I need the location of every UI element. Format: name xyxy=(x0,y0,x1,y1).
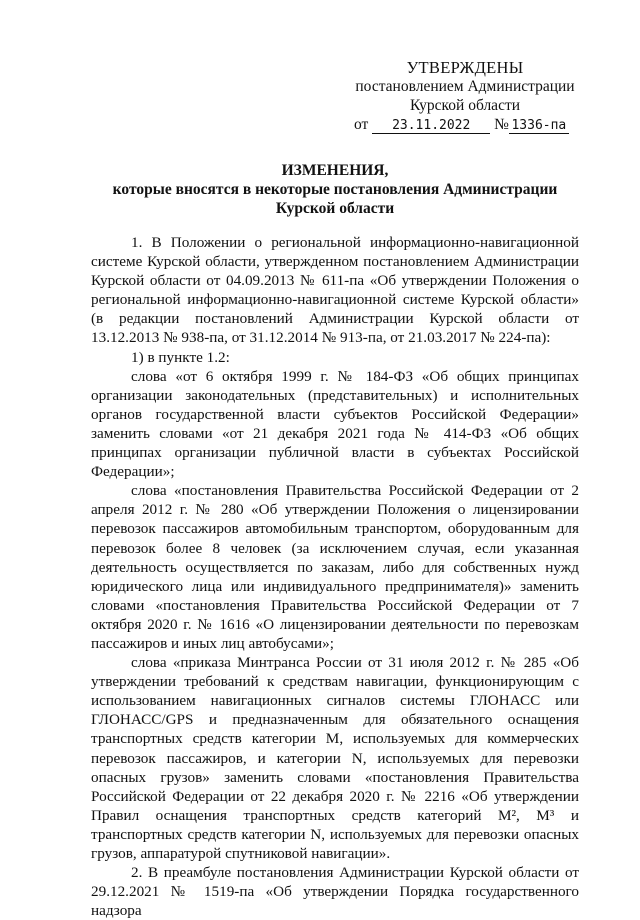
document-heading xyxy=(90,161,580,218)
paragraph-item-1: 1. В Положении о региональной информационно-навигационной системе Курской области, утвержденном постановлением Администрации Курской области от 04.09.2013 № 611-па «Об утверждении Положения о региональной информационно-навигационной системе Курской области» (в редакции постановлений Администрации Курской области от 13.12.2013 № 938-па, от 31.12.2014 № 913-па, от 21.03.2017 № 224-па): xyxy=(91,234,579,347)
paragraph-item-2: 2. В преамбуле постановления Администрации Курской области от 29.12.2021 № 1519-па «Об утверждении Порядка государственного надзора xyxy=(91,864,579,920)
approval-stamp xyxy=(340,58,590,134)
paragraph-words-2: слова «постановления Правительства Российской Федерации от 2 апреля 2012 г. № 280 «Об утверждении Положения о лицензировании перевозок пассажиров автомобильным транспортом, оборудованным для перевозок более 8 человек (за исключением случая, если указанная деятельность осуществляется по заказам, либо для собственных нужд юридического лица или индивидуального предпринимателя)» заменить словами «постановления Правительства Российской Федерации от 7 октября 2020 г. № 1616 «О лицензировании деятельности по перевозкам пассажиров и иных лиц автобусами»; xyxy=(91,482,579,652)
approval-line-1: постановлением Администрации xyxy=(355,78,575,95)
paragraph-words-3: слова «приказа Минтранса России от 31 июля 2012 г. № 285 «Об утверждении требований к средствам навигации, функционирующим с использованием навигационных сигналов системы ГЛОНАСС или ГЛОНАСС/GPS и предназначенным для обязательного оснащения транспортных средств категории М, используемых для коммерческих перевозок пассажиров, и категории N, используемых для перевозки опасных грузов» заменить словами «постановления Правительства Российской Федерации от 22 декабря 2020 г. № 2216 «Об утверждении Правил оснащения транспортных средств категорий М², М³ и транспортных средств категории N, используемых для перевозки опасных грузов, аппаратурой спутниковой навигации». xyxy=(91,654,579,862)
heading-subtitle: которые вносятся в некоторые постановления Администрации Курской области xyxy=(112,181,558,217)
approval-from-label: от xyxy=(354,116,369,133)
approval-date-line xyxy=(340,115,590,134)
approval-line-2: Курской области xyxy=(409,97,521,114)
paragraph-words-1: слова «от 6 октября 1999 г. № 184-ФЗ «Об общих принципах организации законодательных (представительных) и исполнительных органов государственной власти субъектов Российской Федерации» заменить словами «от 21 декабря 2021 года № 414-ФЗ «Об общих принципах организации публичной власти в субъектах Российской Федерации»; xyxy=(91,367,579,481)
approval-number-label: № xyxy=(494,116,509,133)
approval-title: УТВЕРЖДЕНЫ xyxy=(406,58,524,77)
paragraph-subitem-1: 1) в пункте 1.2: xyxy=(131,348,230,366)
heading-title: ИЗМЕНЕНИЯ, xyxy=(281,162,389,179)
document-body xyxy=(91,233,579,920)
approval-number: 1336-па xyxy=(509,118,569,134)
approval-date: 23.11.2022 xyxy=(372,118,490,134)
